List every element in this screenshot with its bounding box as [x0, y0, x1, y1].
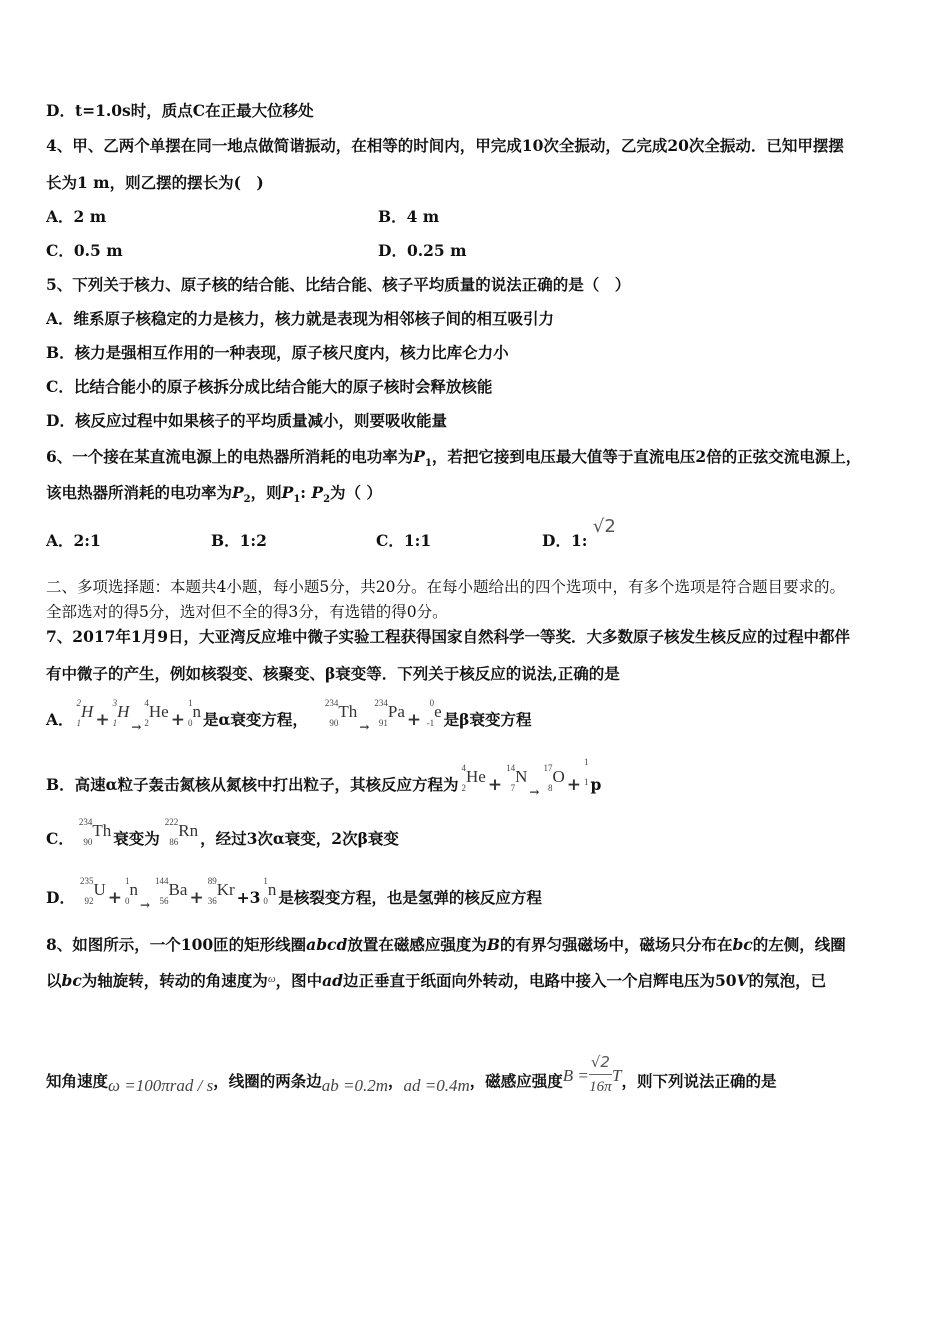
q7-option-d-text: 是核裂变方程，也是氢弹的核反应方程 [278, 888, 542, 907]
q4-option-c: C．0.5 m [46, 241, 123, 260]
q8-text: 为轴旋转，转动的角速度为 [81, 971, 268, 990]
q7-option-a-label: A． [46, 710, 74, 729]
element-symbol: n [267, 880, 277, 899]
mass-number: 2 [76, 698, 82, 708]
mass-number: 3 [112, 698, 118, 708]
mass-number: 222 [164, 817, 179, 827]
element-symbol: H [81, 702, 94, 721]
b-denominator: 16π [589, 1079, 612, 1095]
q6-sub: 1 [424, 458, 432, 470]
three-neutrons: +3 [236, 888, 261, 907]
element-symbol: Pa [387, 702, 405, 721]
q6-option-b: B．1:2 [211, 531, 267, 550]
q7-option-c-text1: 衰变为 [113, 829, 160, 848]
element-symbol: Th [338, 702, 358, 721]
q7-stem-line2: 有中微子的产生，例如核裂变、核聚变、β衰变等．下列关于核反应的说法,正确的是 [46, 664, 620, 683]
nuclide-p [581, 757, 591, 790]
atomic-number: 86 [169, 837, 179, 847]
nuclide-he [459, 763, 488, 796]
q7-option-d-label: D． [46, 888, 75, 907]
q4-stem-line1: 4、甲、乙两个单摆在同一地点做简谐振动，在相等的时间内，甲完成10次全振动，乙完成20次全振动．已知甲摆摆 [46, 136, 844, 155]
q8-text: ， [387, 1071, 404, 1091]
element-symbol: H [117, 702, 130, 721]
q6-text: 6、一个接在某直流电源上的电热器所消耗的电功率为 [46, 447, 414, 466]
q3-option-d: D．t=1.0s时，质点C在正最大位移处 [46, 101, 314, 120]
nuclide-th [74, 817, 113, 850]
q4-stem-line2: 长为1 m，则乙摆的摆长为( ) [46, 173, 264, 192]
q5-option-b: B．核力是强相互作用的一种表现，原子核尺度内，核力比库仑力小 [46, 343, 509, 362]
atomic-number: 2 [144, 718, 149, 728]
mass-number: 17 [543, 763, 553, 773]
b-numerator: √2 [589, 1050, 612, 1075]
q8-var: ad [322, 971, 343, 990]
plus-sign: + [95, 710, 110, 730]
nuclide-n [185, 698, 203, 731]
sqrt-two: √2 [592, 516, 616, 537]
atomic-number: 1 [583, 777, 589, 787]
arrow-sign: → [529, 785, 540, 799]
atomic-number: 56 [159, 896, 169, 906]
q6-stem-line1 [46, 446, 861, 475]
q6-sub: 2 [323, 494, 331, 506]
plus-sign: + [107, 888, 122, 908]
q7-option-b [46, 757, 602, 799]
nuclide-kr [204, 876, 237, 909]
q6-p: P [232, 483, 244, 502]
q7-option-b-text: B．高速α粒子轰击氮核从氮核中打出粒子，其核反应方程为 [46, 775, 459, 794]
nuclide-h2 [74, 698, 96, 731]
q8-text: 的有界匀强磁场中，磁场只分布在 [499, 935, 733, 954]
b-fraction [589, 1050, 612, 1099]
q7-option-c-label: C． [46, 829, 74, 848]
mass-number: 235 [79, 876, 94, 886]
element-symbol: O [552, 767, 565, 786]
element-symbol: n [129, 880, 138, 899]
q8-text: 知角速度 [46, 1071, 109, 1091]
q8-var: abcd [306, 935, 348, 954]
q6-text: 该电热器所消耗的电功率为 [46, 483, 233, 502]
element-symbol: Th [92, 821, 112, 840]
element-symbol: Rn [178, 821, 199, 840]
q8-var: V [736, 971, 749, 990]
atomic-number: 0 [187, 718, 193, 728]
q8-text: 的氖泡，已 [748, 971, 827, 990]
q7-option-d [46, 876, 542, 912]
atomic-number: 36 [207, 896, 217, 906]
omega-symbol: ω [267, 973, 276, 985]
plus-sign: + [170, 710, 185, 730]
q6-p: P [311, 483, 324, 502]
q5-option-c: C．比结合能小的原子核拆分成比结合能大的原子核时会释放核能 [46, 377, 493, 396]
q6-p: P [281, 483, 294, 502]
mass-number: 1 [583, 757, 589, 767]
atomic-number: -1 [426, 718, 435, 728]
nuclide-ba [150, 876, 189, 909]
nuclide-o [539, 763, 566, 796]
nuclide-th [320, 698, 359, 731]
atomic-number: 7 [510, 783, 516, 793]
mass-number: 14 [506, 763, 516, 773]
q8-text: 放置在磁感应强度为 [347, 935, 487, 954]
q8-var: bc [61, 971, 82, 990]
mass-number: 4 [144, 698, 149, 708]
proton-symbol: p [590, 775, 602, 794]
nuclide-u [75, 876, 108, 909]
element-symbol: e [434, 702, 442, 721]
element-symbol: Ba [168, 880, 188, 899]
q7-option-a-text2: 是β衰变方程 [443, 710, 532, 729]
section2-header-line2: 全部选对的得5分，选对但不全的得3分，有选错的得0分。 [46, 603, 448, 621]
element-symbol: N [515, 767, 528, 786]
element-symbol: n [192, 702, 201, 721]
q8-text: 边正垂直于纸面向外转动，电路中接入一个启辉电压为50 [343, 971, 737, 990]
arrow-sign: → [131, 720, 142, 734]
arrow-sign: → [139, 898, 151, 912]
mass-number: 89 [207, 876, 217, 886]
atomic-number: 2 [461, 783, 467, 793]
q8-text: ，图中 [275, 971, 323, 990]
q6-text: ，若把它接到电压最大值等于直流电压2倍的正弦交流电源上， [431, 447, 862, 466]
q6-p: P [413, 447, 425, 466]
element-symbol: He [466, 767, 486, 786]
nuclide-h3 [110, 698, 132, 731]
q7-option-c-text2: ，经过3次α衰变，2次β衰变 [200, 829, 399, 848]
q6-sub: 2 [243, 494, 251, 506]
q6-text: : [300, 483, 312, 502]
element-symbol: He [148, 702, 169, 721]
q8-text: ，线圈的两条边 [213, 1071, 322, 1091]
mass-number: 0 [429, 698, 435, 708]
q6-text: ，则 [250, 483, 282, 502]
q4-option-d: D．0.25 m [378, 241, 467, 260]
mass-number: 144 [155, 876, 169, 886]
plus-sign: + [487, 775, 503, 795]
mass-number: 234 [324, 698, 339, 708]
ad-length: ad =0.4m [403, 1075, 470, 1095]
q6-option-a: A．2:1 [46, 531, 101, 550]
q8-var: bc [732, 935, 753, 954]
q6-stem-line2 [46, 482, 382, 511]
q8-text: 8、如图所示，一个100匝的矩形线圈 [46, 935, 307, 954]
q4-option-b: B．4 m [378, 207, 440, 226]
atomic-number: 90 [83, 837, 93, 847]
atomic-number: 92 [84, 896, 94, 906]
q7-stem-line1: 7、2017年1月9日，大亚湾反应堆中微子实验工程获得国家自然科学一等奖．大多数原子核发生核反应的过程中都伴 [46, 627, 850, 646]
q8-var: B [486, 935, 500, 954]
mass-number: 234 [78, 817, 93, 827]
q8-text: ，磁感应强度 [469, 1071, 563, 1091]
nuclide-pa [369, 698, 407, 731]
nuclide-rn [160, 817, 200, 850]
q8-stem-line3 [46, 1053, 777, 1107]
atomic-number: 1 [112, 718, 118, 728]
mass-number: 4 [461, 763, 467, 773]
q8-text: 的左侧，线圈 [752, 935, 846, 954]
q7-option-c [46, 817, 399, 850]
b-equals: B = [562, 1065, 589, 1085]
tesla-unit: T [611, 1065, 622, 1085]
nuclide-e [421, 698, 444, 731]
mass-number: 1 [187, 698, 193, 708]
nuclide-he [141, 698, 170, 731]
ab-length: ab =0.2m [321, 1075, 388, 1095]
section2-header-line1: 二、多项选择题：本题共4小题，每小题5分，共20分。在每小题给出的四个选项中，有多个选项是符合题目要求的。 [46, 578, 845, 596]
atomic-number: 8 [547, 783, 553, 793]
q8-stem-line1 [46, 934, 846, 956]
mass-number: 234 [374, 698, 388, 708]
plus-sign: + [189, 888, 204, 908]
q8-text: 以 [46, 971, 62, 990]
mass-number: 1 [263, 876, 268, 886]
omega-value: ω =100πrad / s [108, 1075, 214, 1095]
q6-option-d-text: D．1: [542, 531, 588, 550]
q7-option-a [46, 698, 532, 734]
nuclide-n14 [502, 763, 529, 796]
q5-stem: 5、下列关于核力、原子核的结合能、比结合能、核子平均质量的说法正确的是（ ） [46, 275, 631, 294]
q6-sub: 1 [293, 494, 301, 506]
q5-option-a: A．维系原子核稳定的力是核力，核力就是表现为相邻核子间的相互吸引力 [46, 309, 555, 328]
q8-stem-line2 [46, 970, 826, 994]
q7-option-a-text1: 是α衰变方程， [202, 710, 308, 729]
q6-option-c: C．1:1 [376, 531, 432, 550]
nuclide-n [260, 876, 278, 909]
q6-text: 为（ ） [330, 483, 382, 502]
atomic-number: 90 [329, 718, 339, 728]
arrow-sign: → [359, 720, 370, 734]
q5-option-d: D．核反应过程中如果核子的平均质量减小，则要吸收能量 [46, 411, 447, 430]
mass-number: 1 [124, 876, 130, 886]
atomic-number: 91 [378, 718, 388, 728]
atomic-number: 0 [263, 896, 268, 906]
element-symbol: U [93, 880, 106, 899]
atomic-number: 1 [76, 718, 82, 728]
q4-option-a: A．2 m [46, 207, 107, 226]
atomic-number: 0 [124, 896, 130, 906]
element-symbol: Kr [216, 880, 235, 899]
q6-option-d [542, 516, 616, 552]
plus-sign: + [406, 710, 422, 730]
q8-text: ，则下列说法正确的是 [621, 1071, 777, 1091]
nuclide-n [122, 876, 140, 909]
plus-sign: + [566, 775, 581, 795]
